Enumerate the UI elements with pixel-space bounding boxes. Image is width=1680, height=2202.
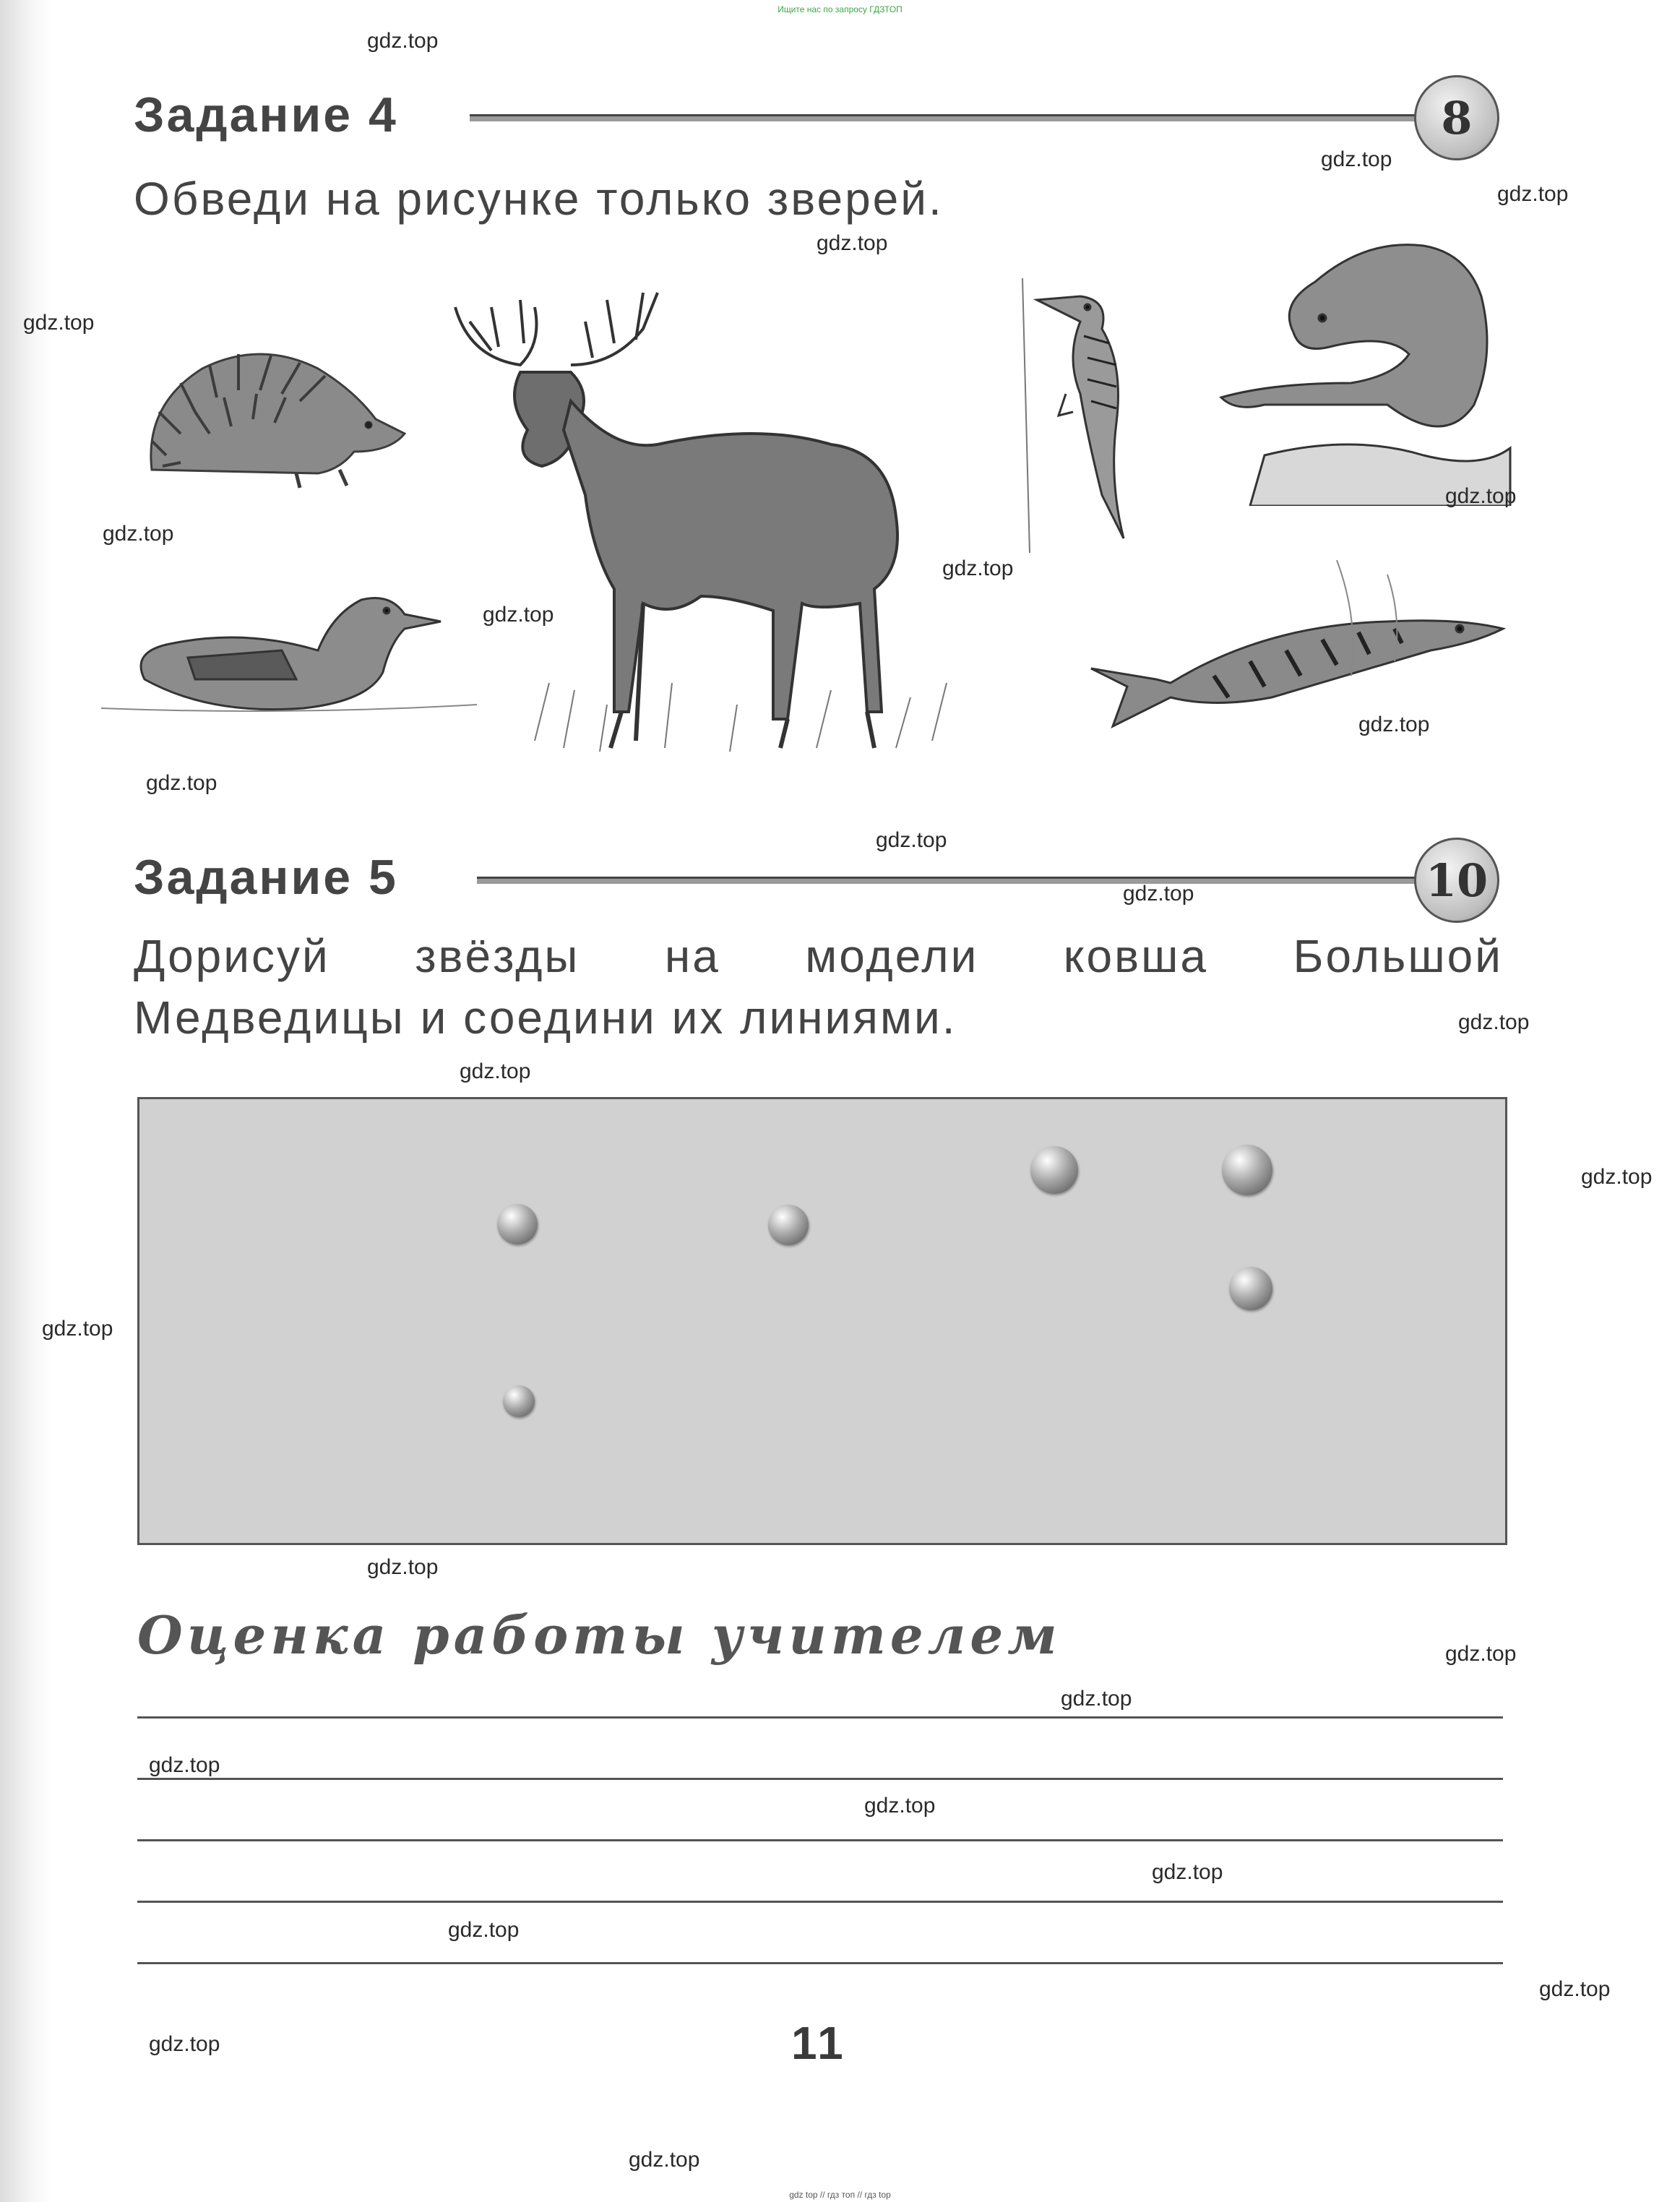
star-dot[interactable]: [503, 1385, 535, 1417]
watermark: gdz.top: [1358, 713, 1430, 736]
watermark: gdz.top: [817, 231, 888, 255]
star-dot[interactable]: [1222, 1145, 1272, 1195]
task4-points-badge: [1414, 75, 1499, 160]
top-banner: Ищите нас по запросу ГДЗТОП: [777, 4, 903, 14]
otter-image[interactable]: [1207, 217, 1525, 506]
watermark: gdz.top: [42, 1317, 113, 1341]
bottom-banner: gdz top // гдз топ // гдз top: [789, 2190, 891, 2200]
watermark: gdz.top: [1321, 147, 1392, 171]
task4-title-rule: [470, 114, 1416, 121]
task5-points: 10: [1425, 853, 1489, 907]
watermark: gdz.top: [864, 1794, 936, 1818]
watermark: gdz.top: [1539, 1977, 1611, 2001]
watermark: gdz.top: [1445, 484, 1517, 508]
teacher-evaluation-title: Оценка работы учителем: [137, 1604, 1061, 1666]
task5-points-badge: [1414, 838, 1499, 923]
woodpecker-image[interactable]: [1015, 278, 1167, 553]
watermark: gdz.top: [367, 1555, 439, 1579]
watermark: gdz.top: [629, 2148, 700, 2172]
watermark: gdz.top: [23, 311, 95, 335]
watermark: gdz.top: [1458, 1010, 1530, 1034]
watermark: gdz.top: [483, 603, 554, 627]
watermark: gdz.top: [1123, 882, 1194, 906]
watermark: gdz.top: [1445, 1642, 1517, 1666]
pike-image[interactable]: [1084, 560, 1517, 770]
duck-image[interactable]: [101, 571, 477, 723]
watermark: gdz.top: [1152, 1860, 1223, 1884]
evaluation-line[interactable]: [137, 1839, 1503, 1841]
star-dot[interactable]: [497, 1204, 538, 1244]
watermark: gdz.top: [460, 1059, 531, 1083]
watermark: gdz.top: [367, 29, 439, 53]
watermark: gdz.top: [942, 556, 1014, 580]
watermark: gdz.top: [1581, 1165, 1653, 1189]
task5-title: Задание 5: [134, 850, 398, 905]
watermark: gdz.top: [149, 1753, 220, 1777]
task4-instruction: Обведи на рисунке только зверей.: [134, 173, 944, 225]
task5-instruction-line1: Дорисуй звёзды на модели ковша Большой: [134, 930, 1503, 982]
watermark: gdz.top: [1497, 182, 1569, 206]
task4-title: Задание 4: [134, 87, 398, 142]
evaluation-line[interactable]: [137, 1901, 1503, 1903]
evaluation-line[interactable]: [137, 1716, 1503, 1719]
task4-points: 8: [1441, 91, 1473, 145]
watermark: gdz.top: [103, 522, 174, 546]
task5-instruction-line2: Медведицы и соедини их линиями.: [134, 992, 957, 1044]
watermark: gdz.top: [1061, 1687, 1132, 1711]
moose-image[interactable]: [426, 278, 961, 770]
star-dot[interactable]: [1030, 1146, 1078, 1194]
watermark: gdz.top: [876, 828, 947, 852]
star-dot[interactable]: [1229, 1267, 1272, 1310]
big-dipper-drawing-area[interactable]: [137, 1097, 1507, 1545]
evaluation-line[interactable]: [137, 1962, 1503, 1964]
watermark: gdz.top: [448, 1918, 520, 1942]
page-number: 11: [791, 2017, 846, 2069]
watermark: gdz.top: [149, 2032, 220, 2056]
task5-title-rule: [477, 877, 1416, 884]
star-dot[interactable]: [768, 1205, 809, 1245]
hedgehog-image[interactable]: [137, 325, 412, 491]
watermark: gdz.top: [146, 771, 217, 795]
evaluation-line[interactable]: [137, 1778, 1503, 1780]
